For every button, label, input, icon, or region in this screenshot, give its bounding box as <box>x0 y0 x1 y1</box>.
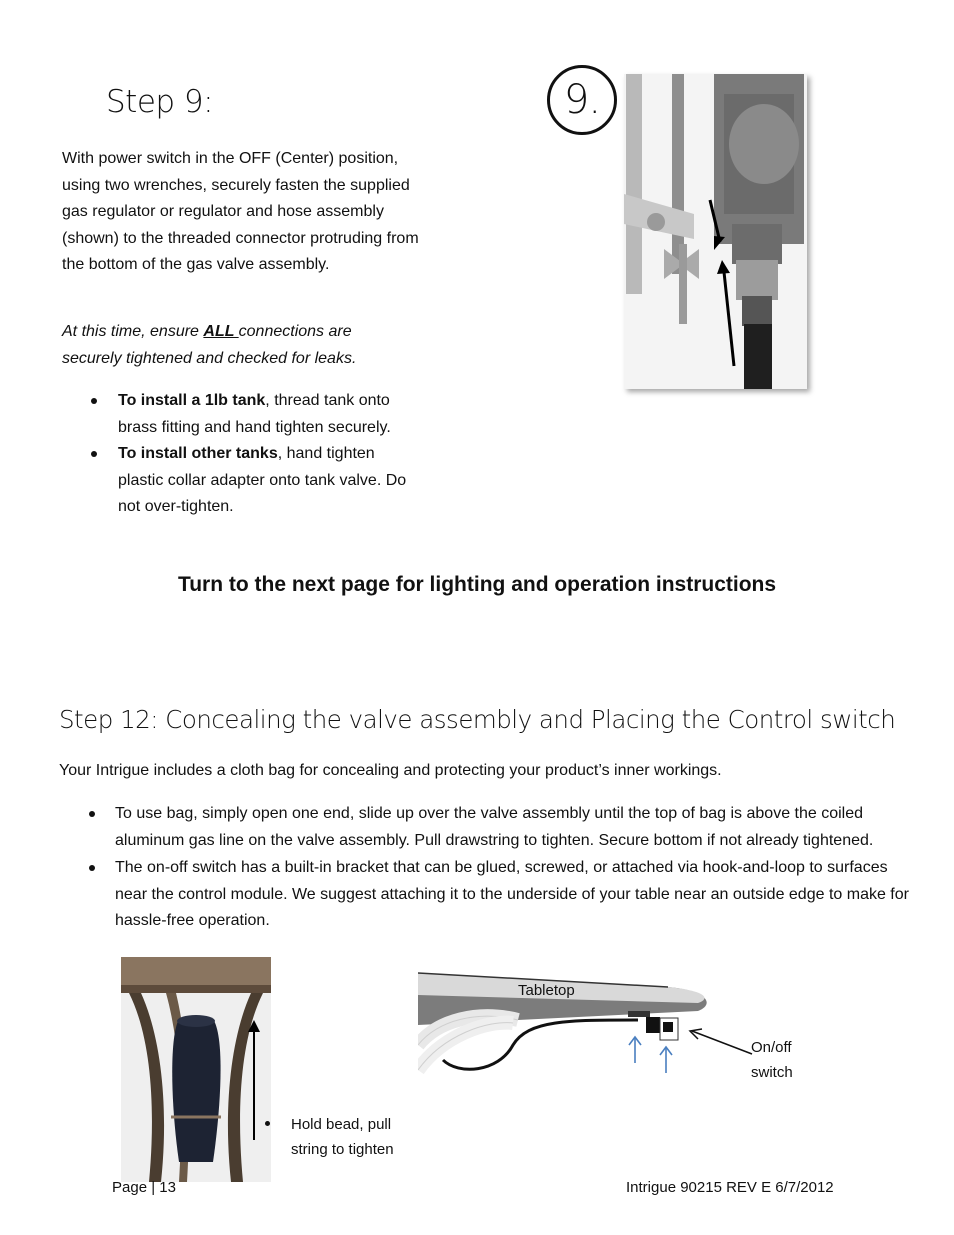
footer-document-id: Intrigue 90215 REV E 6/7/2012 <box>626 1179 834 1196</box>
bullet-icon <box>265 1121 270 1126</box>
bag-caption <box>291 1112 421 1162</box>
bag-caption-text: Hold bead, pull string to tighten <box>291 1116 394 1158</box>
list-item <box>115 855 915 935</box>
switch-pointer-arrow-icon <box>686 1027 756 1057</box>
pull-up-arrow-icon <box>244 1020 264 1140</box>
step9-note-emphasis: ALL <box>203 323 239 340</box>
bullet-text: , hand tighten plastic collar adapter onto tank valve. Do not over-tighten. <box>118 445 407 515</box>
bullet-icon <box>91 451 97 457</box>
step12-title: Step 12: Concealing the valve assembly and Placing the Control switch <box>59 705 896 734</box>
list-item <box>118 388 418 441</box>
bullet-text: The on-off switch has a built-in bracket that can be glued, screwed, or attached via hook-and-loop to surfaces near the control module. We suggest attaching it to the underside of your table near an outside edge to make for hassle-free operation. <box>115 859 909 929</box>
blue-arrow-icon <box>659 1045 673 1075</box>
step9-note-suffix: connections are securely tightened and checked for leaks. <box>62 323 357 367</box>
step12-bullets <box>115 801 915 935</box>
switch-label-line2: switch <box>751 1064 793 1081</box>
step9-title: Step 9: <box>106 84 214 120</box>
step-number-text: 9. <box>563 77 601 123</box>
footer-page-number: Page | 13 <box>112 1179 176 1196</box>
bullet-text: , thread tank onto brass fitting and hand tighten securely. <box>118 392 391 436</box>
next-page-notice: Turn to the next page for lighting and operation instructions <box>177 573 777 596</box>
switch-label <box>751 1035 793 1085</box>
valve-assembly-illustration <box>624 74 807 389</box>
bullet-bold: To install other tanks <box>118 445 278 462</box>
step12-intro: Your Intrigue includes a cloth bag for concealing and protecting your product’s inner workings. <box>59 762 722 779</box>
step9-paragraph: With power switch in the OFF (Center) position, using two wrenches, securely fasten the supplied gas regulator or regulator and hose assembly (shown) to the threaded connector protruding from the bottom of the gas valve assembly. <box>62 150 419 273</box>
switch-label-line1: On/off <box>751 1039 792 1056</box>
bullet-icon <box>89 811 95 817</box>
list-item <box>115 801 915 854</box>
list-item <box>118 441 418 521</box>
step9-note-prefix: At this time, ensure <box>62 323 204 340</box>
step-number-badge <box>547 65 617 135</box>
tabletop-label: Tabletop <box>518 982 575 999</box>
bullet-text: To use bag, simply open one end, slide up over the valve assembly until the top of bag is above the coiled aluminum gas line on the valve assembly. Pull drawstring to tighten. Secure bottom if not already tightened. <box>115 805 874 849</box>
valve-assembly-photo <box>624 74 807 389</box>
blue-arrow-icon <box>628 1035 642 1065</box>
step9-note <box>62 319 402 372</box>
bullet-bold: To install a 1lb tank <box>118 392 266 409</box>
bullet-icon <box>91 398 97 404</box>
bullet-icon <box>89 865 95 871</box>
step9-bullets <box>118 388 418 521</box>
